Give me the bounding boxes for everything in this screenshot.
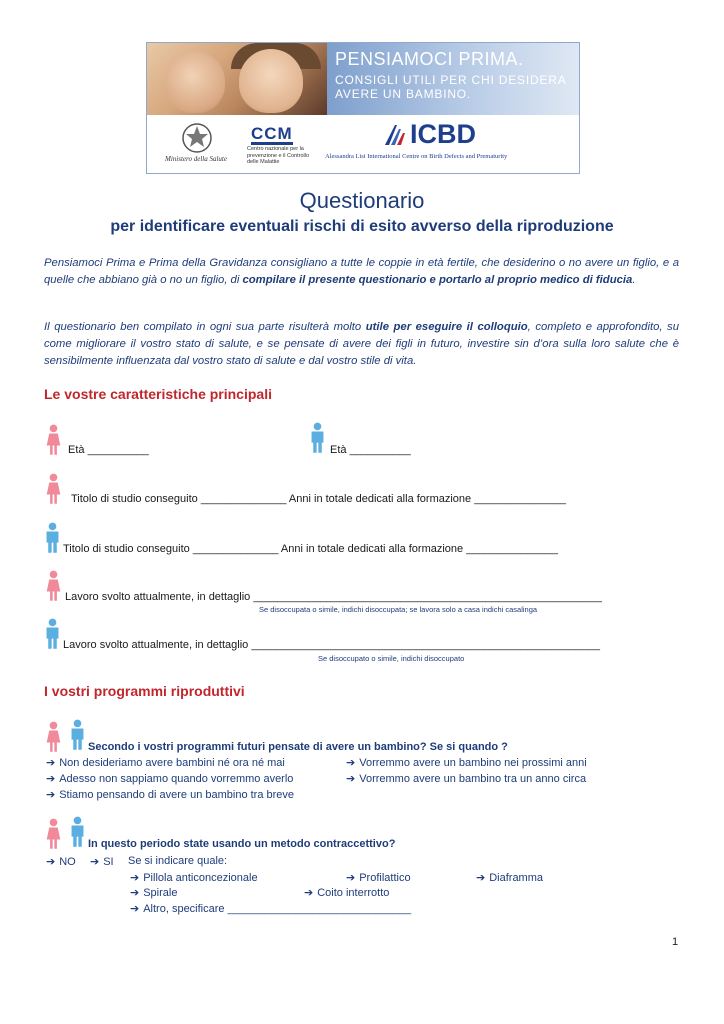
question-want-child: Secondo i vostri programmi futuri pensate di avere un bambino? Se si quando ?: [88, 741, 508, 753]
lavoro-male-field[interactable]: Lavoro svolto attualmente, in dettaglio _________________________________________________________: [63, 639, 601, 651]
page-number: 1: [672, 936, 679, 948]
intro-paragraph-1: Pensiamoci Prima e Prima della Gravidanza consigliano a tutte le coppie in età fertile, che desiderino o no avere un figlio, e a quelle che abbiano già o no un figlio, di compilare il presente questionario e portarlo al proprio medico di fiducia.: [44, 257, 679, 286]
eta-male-field[interactable]: Età __________: [330, 444, 411, 456]
titolo-male-field[interactable]: Titolo di studio conseguito ______________ Anni in totale dedicati alla formazione _______________: [63, 543, 558, 555]
arrow-icon: ➔: [346, 757, 356, 769]
couple-photo: [147, 43, 327, 115]
banner-title: PENSIAMOCI PRIMA.: [335, 49, 524, 69]
method-condom[interactable]: ➔ Profilattico: [346, 872, 411, 884]
option-next-years[interactable]: ➔ Vorremmo avere un bambino nei prossimi anni: [346, 757, 587, 769]
method-pill[interactable]: ➔ Pillola anticoncezionale: [130, 872, 258, 884]
arrow-icon: ➔: [46, 856, 56, 868]
method-withdrawal[interactable]: ➔ Coito interrotto: [304, 887, 390, 899]
arrow-icon: ➔: [46, 773, 56, 785]
arrow-icon: ➔: [476, 872, 486, 884]
method-iud[interactable]: ➔ Spirale: [130, 887, 178, 899]
arrow-icon: ➔: [46, 757, 56, 769]
eta-female-field[interactable]: Età __________: [68, 444, 149, 456]
icbd-label: Alessandra Lisi International Centre on Birth Defects and Prematurity: [325, 153, 508, 160]
ccm-label: Centro nazionale per la prevenzione e il Controllo delle Malattie: [247, 146, 310, 165]
question-contraception: In questo periodo state usando un metodo contraccettivo?: [88, 838, 396, 850]
arrow-icon: ➔: [130, 872, 140, 884]
lavoro-female-note: Se disoccupata o simile, indichi disoccupata; se lavora solo a casa indichi casalinga: [259, 605, 538, 614]
female-icon: [45, 818, 62, 849]
female-icon: [45, 473, 62, 504]
intro-paragraph-2: Il questionario ben compilato in ogni sua parte risulterà molto utile per eseguire il colloquio, completo e approfondito, su come migliorare il vostro stato di salute, e se pensate di avere dei figli in futuro, investire sin d’ora sulla loro salute che è sensibilmente influenzata dal vostro stato di salute e dal vostro stile di vita.: [44, 321, 679, 367]
banner-subtitle: CONSIGLI UTILI PER CHI DESIDERA AVERE UN BAMBINO.: [335, 73, 566, 101]
section-heading-characteristics: Le vostre caratteristiche principali: [44, 386, 272, 402]
ministero-emblem-icon: [177, 121, 217, 155]
female-icon: [45, 570, 62, 601]
arrow-icon: ➔: [346, 773, 356, 785]
page-title: Questionario: [299, 188, 425, 213]
female-icon: [45, 721, 62, 752]
male-icon: [44, 522, 61, 553]
section-heading-programs: I vostri programmi riproduttivi: [44, 683, 245, 699]
option-no[interactable]: ➔ NO: [46, 856, 76, 868]
titolo-female-field[interactable]: Titolo di studio conseguito ______________ Anni in totale dedicati alla formazione _______________: [71, 493, 566, 505]
icbd-logo: ICBD: [410, 119, 476, 149]
option-dont-know[interactable]: ➔ Adesso non sappiamo quando vorremmo averlo: [46, 773, 294, 785]
male-icon: [69, 816, 86, 847]
option-one-year[interactable]: ➔ Vorremmo avere un bambino tra un anno circa: [346, 773, 587, 785]
arrow-icon: ➔: [46, 789, 56, 801]
lavoro-male-note: Se disoccupato o simile, indichi disoccupato: [318, 654, 465, 663]
male-icon: [44, 618, 61, 649]
arrow-icon: ➔: [90, 856, 100, 868]
ministero-label: Ministero della Salute: [165, 155, 227, 163]
option-soon[interactable]: ➔ Stiamo pensando di avere un bambino tra breve: [46, 789, 295, 801]
arrow-icon: ➔: [304, 887, 314, 899]
page-subtitle: per identificare eventuali rischi di esito avverso della riproduzione: [110, 218, 614, 235]
arrow-icon: ➔: [130, 887, 140, 899]
option-si[interactable]: ➔ SI: [90, 856, 114, 868]
method-diaphragm[interactable]: ➔ Diaframma: [476, 872, 544, 884]
arrow-icon: ➔: [346, 872, 356, 884]
ccm-logo: CCM: [251, 124, 293, 143]
lavoro-female-field[interactable]: Lavoro svolto attualmente, in dettaglio _________________________________________________________: [65, 591, 603, 603]
male-icon: [69, 719, 86, 750]
male-icon: [309, 422, 326, 453]
option-no-children[interactable]: ➔ Non desideriamo avere bambini né ora né mai: [46, 757, 285, 769]
method-other-field[interactable]: ➔ Altro, specificare ______________________________: [130, 903, 412, 915]
header-banner: [146, 42, 580, 174]
arrow-icon: ➔: [130, 903, 140, 915]
female-icon: [45, 424, 62, 455]
icbd-mark-icon: [383, 121, 409, 147]
si-instruction: Se si indicare quale:: [128, 855, 228, 867]
